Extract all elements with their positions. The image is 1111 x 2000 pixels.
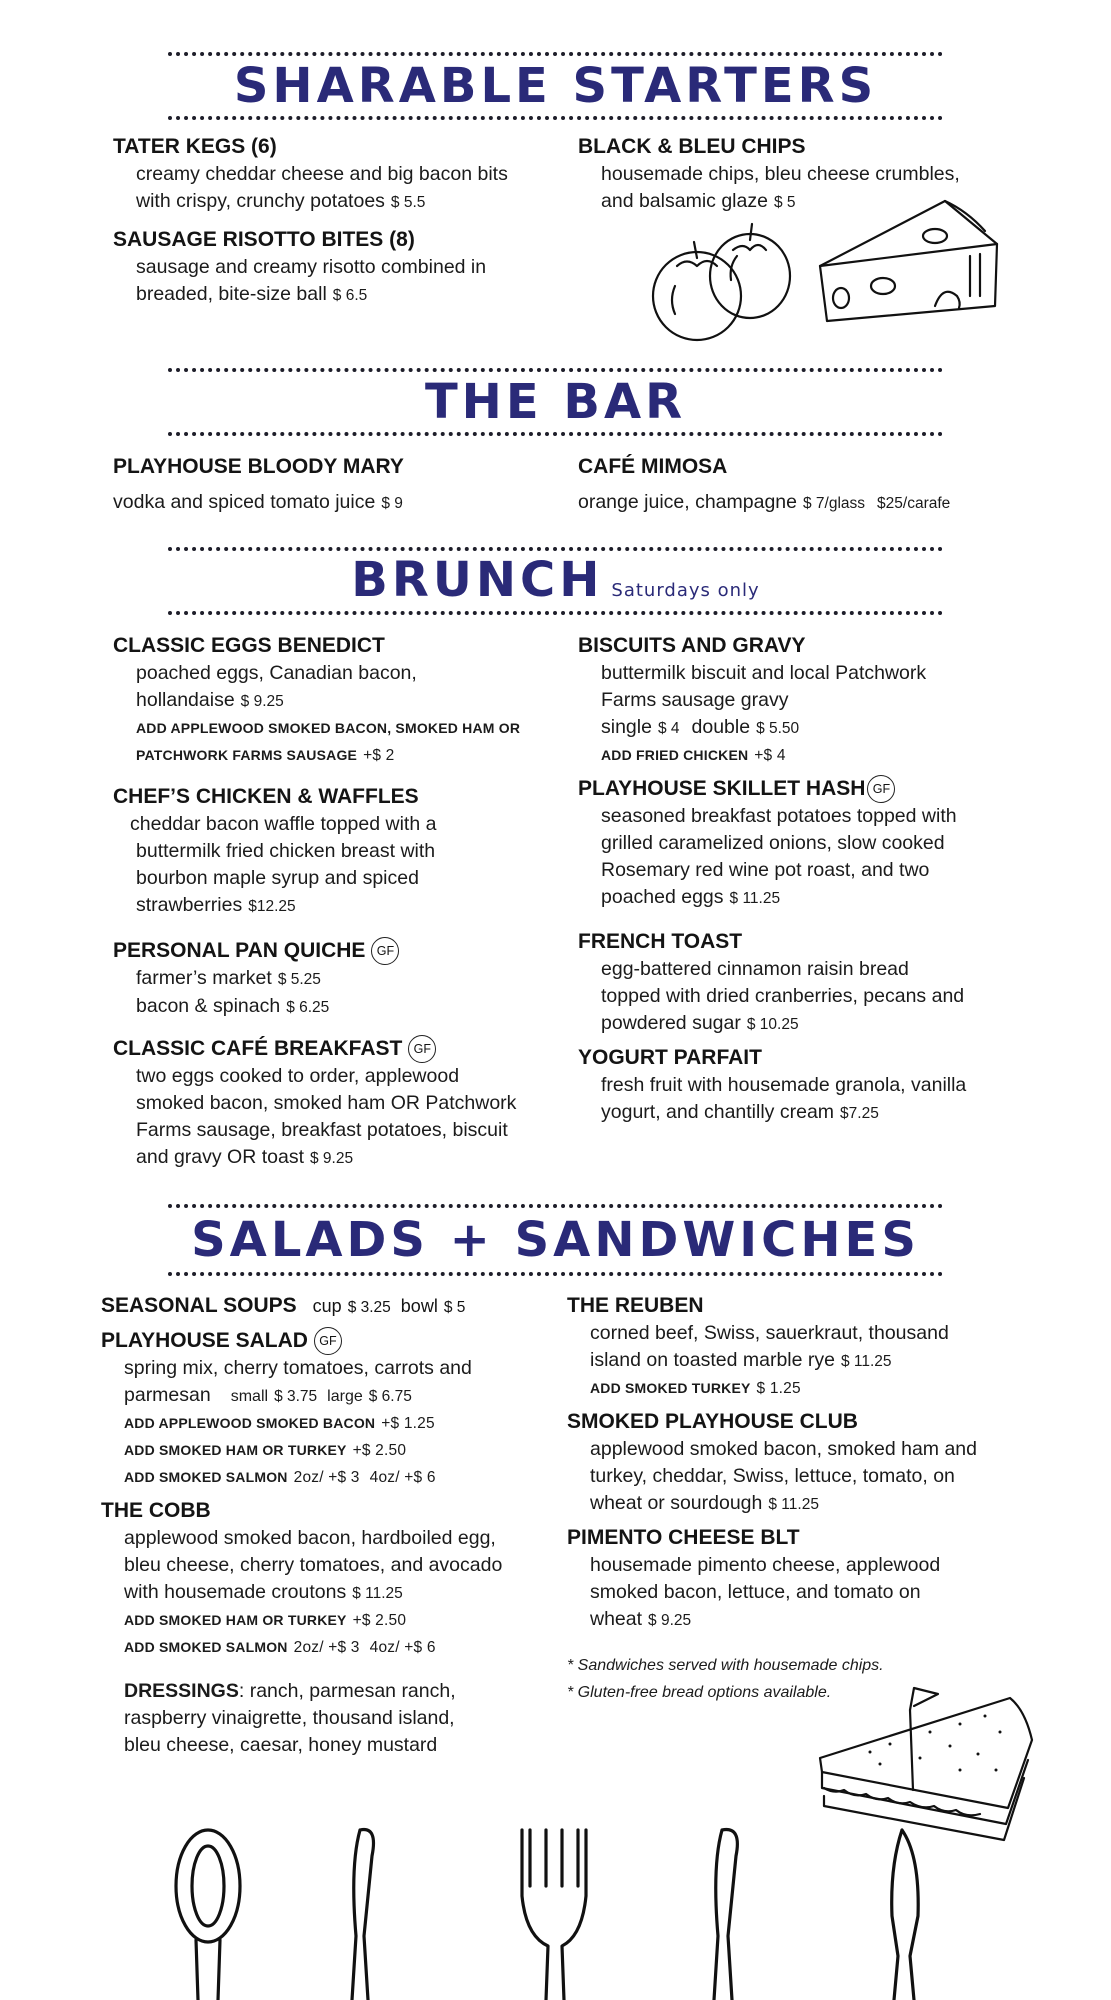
menu-item-bloody-mary [113, 453, 553, 517]
item-price: $ 11.25 [729, 890, 781, 908]
item-price: $ 11.25 [840, 1353, 892, 1370]
dressings-text: DRESSINGS: ranch, parmesan ranch, [124, 1680, 456, 1702]
item-name: THE COBB [101, 1499, 211, 1522]
section-title-brunch: BRUNCH Saturdays only [351, 552, 760, 608]
item-name: BISCUITS AND GRAVY [578, 634, 806, 657]
item-name: BLACK & BLEU CHIPS [578, 135, 806, 158]
item-name: CLASSIC EGGS BENEDICT [113, 634, 385, 657]
item-desc: topped with dried cranberries, pecans and [601, 985, 965, 1007]
item-price: $ 5.50 [756, 720, 800, 737]
menu-item-reuben [567, 1292, 1037, 1402]
item-desc: buttermilk fried chicken breast with [136, 840, 436, 862]
footnote-gluten-free: * Gluten-free bread options available. [567, 1684, 832, 1701]
item-name: PIMENTO CHEESE BLT [567, 1526, 800, 1549]
item-addon: ADD FRIED CHICKEN +$ 4 [601, 747, 786, 764]
gluten-free-badge: GF [867, 775, 895, 803]
item-desc: yogurt, and chantilly cream $7.25 [601, 1101, 879, 1123]
item-desc: creamy cheddar cheese and big bacon bits [136, 163, 508, 185]
item-name: PERSONAL PAN QUICHE GF [113, 937, 563, 965]
item-name: SEASONAL SOUPS cup $ 3.25 bowl $ 5 [101, 1294, 466, 1317]
item-name: CAFÉ MIMOSA [578, 455, 728, 478]
item-desc: poached eggs, Canadian bacon, [136, 662, 417, 684]
gluten-free-badge: GF [371, 937, 399, 965]
item-desc: seasoned breakfast potatoes topped with [601, 805, 957, 828]
item-desc: poached eggs $ 11.25 [601, 886, 781, 909]
divider [168, 547, 943, 551]
item-price: $ 10.25 [746, 1016, 799, 1033]
item-price: $ 6.25 [286, 999, 330, 1017]
item-price: $12.25 [248, 898, 296, 915]
menu-item-chicken-waffles [113, 783, 563, 920]
item-price: $ 9.25 [648, 1612, 692, 1629]
dressings-text: bleu cheese, caesar, honey mustard [124, 1734, 438, 1756]
menu-item-the-cobb [101, 1497, 561, 1661]
item-desc: with crispy, crunchy potatoes $ 5.5 [136, 190, 426, 212]
item-desc: corned beef, Swiss, sauerkraut, thousand [590, 1322, 949, 1344]
item-desc: hollandaise $ 9.25 [136, 689, 284, 711]
tomatoes-and-cheese-illustration [645, 196, 1015, 346]
item-desc: with housemade croutons $ 11.25 [124, 1581, 403, 1603]
item-desc: powdered sugar $ 10.25 [601, 1012, 799, 1034]
item-desc: bourbon maple syrup and spiced [136, 867, 419, 889]
item-desc: Farms sausage gravy [601, 689, 789, 711]
item-desc: Farms sausage, breakfast potatoes, biscuit [136, 1119, 508, 1142]
item-desc: Rosemary red wine pot roast, and two [601, 859, 930, 882]
menu-item-pan-quiche [113, 937, 563, 1021]
menu-item-french-toast [578, 928, 1038, 1038]
menu-item-eggs-benedict [113, 632, 563, 769]
divider [168, 1272, 943, 1276]
item-desc: grilled caramelized onions, slow cooked [601, 832, 945, 855]
item-name: PLAYHOUSE SKILLET HASH GF [578, 775, 1038, 803]
item-price: $ 5 [773, 194, 796, 211]
item-price: $ 9.25 [310, 1150, 354, 1168]
divider [168, 116, 943, 120]
item-desc: housemade chips, bleu cheese crumbles, [601, 163, 960, 185]
item-name: YOGURT PARFAIT [578, 1046, 762, 1069]
item-desc: smoked bacon, lettuce, and tomato on [590, 1581, 921, 1603]
item-price: $25/carafe [877, 495, 951, 512]
item-addon: ADD SMOKED HAM OR TURKEY +$ 2.50 [124, 1442, 407, 1460]
item-name: SMOKED PLAYHOUSE CLUB [567, 1410, 858, 1433]
item-desc: and balsamic glaze $ 5 [601, 190, 796, 212]
menu-item-cafe-breakfast [113, 1035, 573, 1172]
item-addon: ADD SMOKED SALMON 2oz/ +$ 3 4oz/ +$ 6 [124, 1469, 436, 1487]
menu-item-biscuits-gravy [578, 632, 1028, 769]
item-price: $ 9 [381, 495, 403, 512]
item-desc: bacon & spinach $ 6.25 [136, 995, 330, 1018]
item-price: $ 5.25 [277, 971, 321, 989]
menu-item-playhouse-club [567, 1408, 1037, 1518]
item-addon: PATCHWORK FARMS SAUSAGE +$ 2 [136, 747, 395, 764]
footnote-sandwiches: * Sandwiches served with housemade chips. [567, 1657, 884, 1674]
item-name: PLAYHOUSE SALAD GF [101, 1327, 561, 1355]
item-desc: fresh fruit with housemade granola, vanilla [601, 1074, 967, 1096]
menu-item-pimento-blt [567, 1524, 1037, 1634]
gluten-free-badge: GF [408, 1035, 436, 1063]
divider [168, 611, 943, 615]
item-desc: egg-battered cinnamon raisin bread [601, 958, 909, 980]
item-name: CLASSIC CAFÉ BREAKFAST GF [113, 1035, 573, 1063]
item-price: $ 11.25 [352, 1585, 403, 1602]
item-desc: orange juice, champagne $ 7/glass $25/carafe [578, 491, 951, 513]
item-desc: bleu cheese, cherry tomatoes, and avocado [124, 1554, 503, 1576]
item-desc: housemade pimento cheese, applewood [590, 1554, 941, 1576]
dressings-text: raspberry vinaigrette, thousand island, [124, 1707, 455, 1729]
item-addon: ADD APPLEWOOD SMOKED BACON, SMOKED HAM OR [136, 720, 521, 736]
item-price: $ 9.25 [240, 693, 284, 710]
item-name: PLAYHOUSE BLOODY MARY [113, 455, 404, 478]
item-price: $ 6.5 [332, 287, 368, 304]
item-price: $ 5.5 [390, 194, 426, 211]
item-desc: applewood smoked bacon, hardboiled egg, [124, 1527, 496, 1549]
item-desc: island on toasted marble rye $ 11.25 [590, 1349, 892, 1371]
section-title-bar: THE BAR [424, 374, 687, 430]
menu-item-cafe-mimosa [578, 453, 1018, 517]
item-price: $ 11.25 [768, 1496, 819, 1513]
item-name: THE REUBEN [567, 1294, 704, 1317]
item-desc: farmer’s market $ 5.25 [136, 967, 321, 990]
item-desc: single $ 4 double $ 5.50 [601, 716, 800, 738]
dressings-list [101, 1678, 561, 1759]
menu-item-tater-kegs [113, 133, 553, 216]
item-addon: ADD APPLEWOOD SMOKED BACON +$ 1.25 [124, 1415, 435, 1433]
item-addon: ADD SMOKED HAM OR TURKEY +$ 2.50 [124, 1612, 407, 1629]
gluten-free-badge: GF [314, 1327, 342, 1355]
item-desc: parmesan small $ 3.75 large $ 6.75 [124, 1384, 412, 1407]
menu-item-playhouse-salad [101, 1327, 561, 1491]
item-desc: strawberries $12.25 [136, 894, 296, 916]
item-desc: two eggs cooked to order, applewood [136, 1065, 460, 1088]
menu-item-risotto-bites [113, 226, 553, 309]
item-addon: ADD SMOKED TURKEY $ 1.25 [590, 1380, 801, 1397]
item-addon: ADD SMOKED SALMON 2oz/ +$ 3 4oz/ +$ 6 [124, 1639, 436, 1656]
divider [168, 1204, 943, 1208]
item-desc: buttermilk biscuit and local Patchwork [601, 662, 927, 684]
item-desc: turkey, cheddar, Swiss, lettuce, tomato, on [590, 1465, 955, 1487]
utensils-illustration [150, 1826, 950, 2000]
item-desc: sausage and creamy risotto combined in [136, 256, 487, 278]
item-desc: smoked bacon, smoked ham OR Patchwork [136, 1092, 517, 1115]
item-desc: and gravy OR toast $ 9.25 [136, 1146, 354, 1169]
item-price: $7.25 [840, 1105, 879, 1122]
menu-item-skillet-hash [578, 775, 1038, 912]
divider [168, 368, 943, 372]
item-desc: cheddar bacon waffle topped with a [130, 813, 437, 835]
item-name: CHEF’S CHICKEN & WAFFLES [113, 785, 419, 808]
menu-item-seasonal-soups [101, 1292, 561, 1322]
item-desc: wheat $ 9.25 [590, 1608, 692, 1630]
sandwich-illustration [810, 1680, 1055, 1850]
item-name: SAUSAGE RISOTTO BITES (8) [113, 228, 415, 251]
item-desc: applewood smoked bacon, smoked ham and [590, 1438, 977, 1460]
item-price: $ 7/glass [803, 495, 866, 512]
menu-item-yogurt-parfait [578, 1044, 1038, 1127]
section-title-starters: SHARABLE STARTERS [233, 58, 878, 114]
section-title-salads: SALADS + SANDWICHES [191, 1212, 920, 1268]
item-desc: spring mix, cherry tomatoes, carrots and [124, 1357, 472, 1380]
item-desc: vodka and spiced tomato juice $ 9 [113, 491, 403, 513]
item-name: TATER KEGS (6) [113, 135, 277, 158]
item-desc: breaded, bite-size ball $ 6.5 [136, 283, 368, 305]
item-desc: wheat or sourdough $ 11.25 [590, 1492, 819, 1514]
divider [168, 432, 943, 436]
brunch-note: Saturdays only [611, 580, 760, 601]
item-price: $ 4 [657, 720, 680, 737]
item-name: FRENCH TOAST [578, 930, 743, 953]
divider [168, 52, 943, 56]
